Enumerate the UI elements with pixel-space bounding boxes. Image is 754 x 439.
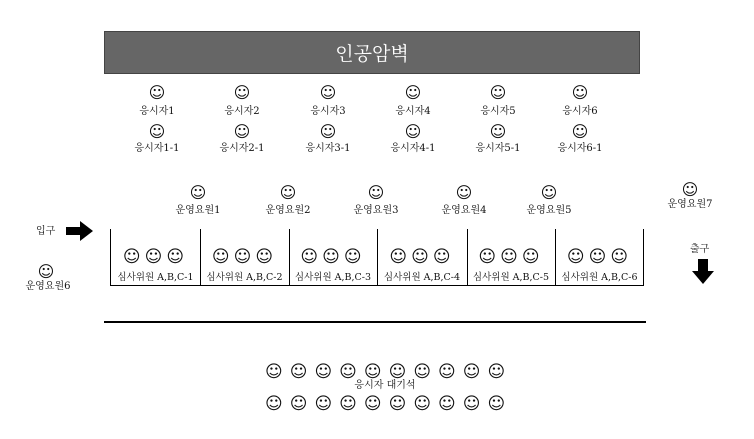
staff-6-face-icon: ☺	[37, 262, 55, 281]
judge-box-1	[111, 229, 200, 285]
judge-label: 심사위원 A,B,C-4	[383, 272, 461, 283]
judges-face-icons: ☺☺☺	[122, 247, 189, 267]
entrance-label: 입구	[36, 226, 56, 237]
candidate-4-1-label: 응시자4-1	[390, 143, 436, 154]
staff-3-face-icon: ☺	[367, 183, 385, 202]
entrance-arrow-icon	[66, 220, 94, 242]
candidate-6-1-face-icon: ☺	[571, 122, 589, 141]
judge-box-5	[467, 229, 555, 285]
staff-7-face-icon: ☺	[681, 180, 699, 199]
candidate-3-1-face-icon: ☺	[319, 122, 337, 141]
staff-4-label: 운영요원4	[441, 205, 487, 216]
candidate-5-1-face-icon: ☺	[489, 122, 507, 141]
staff-1-face-icon: ☺	[189, 183, 207, 202]
judge-box-3	[289, 229, 377, 285]
candidate-1-label: 응시자1	[139, 106, 175, 117]
judge-box-2	[200, 229, 289, 285]
candidate-2-label: 응시자2	[224, 106, 260, 117]
waiting-seats-row-1: ☺☺☺☺☺☺☺☺☺☺	[265, 362, 513, 382]
candidate-4-1-face-icon: ☺	[404, 122, 422, 141]
judges-face-icons: ☺☺☺	[300, 247, 366, 267]
judges-face-icons: ☺☺☺	[211, 247, 278, 267]
judge-label: 심사위원 A,B,C-6	[561, 272, 638, 283]
judge-label: 심사위원 A,B,C-2	[206, 272, 283, 283]
candidate-3-face-icon: ☺	[319, 83, 337, 102]
judges-area	[110, 229, 644, 286]
staff-2-label: 운영요원2	[265, 205, 311, 216]
judge-divider	[555, 229, 556, 285]
exit-label: 출구	[690, 244, 710, 255]
candidate-5-label: 응시자5	[480, 106, 516, 117]
waiting-seats-row-2: ☺☺☺☺☺☺☺☺☺☺	[265, 394, 513, 414]
staff-1-label: 운영요원1	[175, 205, 221, 216]
judges-face-icons: ☺☺☺	[478, 247, 544, 267]
judge-divider	[377, 229, 378, 285]
candidate-3-label: 응시자3	[310, 106, 346, 117]
staff-3-label: 운영요원3	[353, 205, 399, 216]
judge-divider	[467, 229, 468, 285]
staff-2-face-icon: ☺	[279, 183, 297, 202]
climbing-wall: 인공암벽	[104, 31, 640, 74]
exit-arrow-icon	[691, 259, 715, 285]
staff-6-label: 운영요원6	[25, 281, 71, 292]
candidate-3-1-label: 응시자3-1	[305, 143, 351, 154]
candidate-4-label: 응시자4	[395, 106, 431, 117]
candidate-2-1-face-icon: ☺	[233, 122, 251, 141]
judges-face-icons: ☺☺☺	[566, 247, 633, 267]
staff-7-label: 운영요원7	[667, 199, 713, 210]
candidate-5-face-icon: ☺	[489, 83, 507, 102]
staff-5-face-icon: ☺	[540, 183, 558, 202]
floor-line	[104, 321, 646, 323]
judge-label: 심사위원 A,B,C-1	[117, 272, 194, 283]
judges-face-icons: ☺☺☺	[389, 247, 455, 267]
judge-label: 심사위원 A,B,C-3	[294, 272, 372, 283]
judge-label: 심사위원 A,B,C-5	[472, 272, 550, 283]
candidate-5-1-label: 응시자5-1	[475, 143, 521, 154]
judge-box-6	[555, 229, 644, 285]
judge-box-4	[377, 229, 467, 285]
candidate-6-1-label: 응시자6-1	[557, 143, 603, 154]
candidate-2-1-label: 응시자2-1	[219, 143, 265, 154]
candidate-6-face-icon: ☺	[571, 83, 589, 102]
candidate-1-face-icon: ☺	[148, 83, 166, 102]
candidate-2-face-icon: ☺	[233, 83, 251, 102]
candidate-1-1-face-icon: ☺	[148, 122, 166, 141]
staff-5-label: 운영요원5	[526, 205, 572, 216]
candidate-6-label: 응시자6	[562, 106, 598, 117]
judge-divider	[200, 229, 201, 285]
staff-4-face-icon: ☺	[455, 183, 473, 202]
waiting-area-label: 응시자 대기석	[354, 380, 416, 391]
candidate-1-1-label: 응시자1-1	[134, 143, 180, 154]
judge-divider	[289, 229, 290, 285]
candidate-4-face-icon: ☺	[404, 83, 422, 102]
